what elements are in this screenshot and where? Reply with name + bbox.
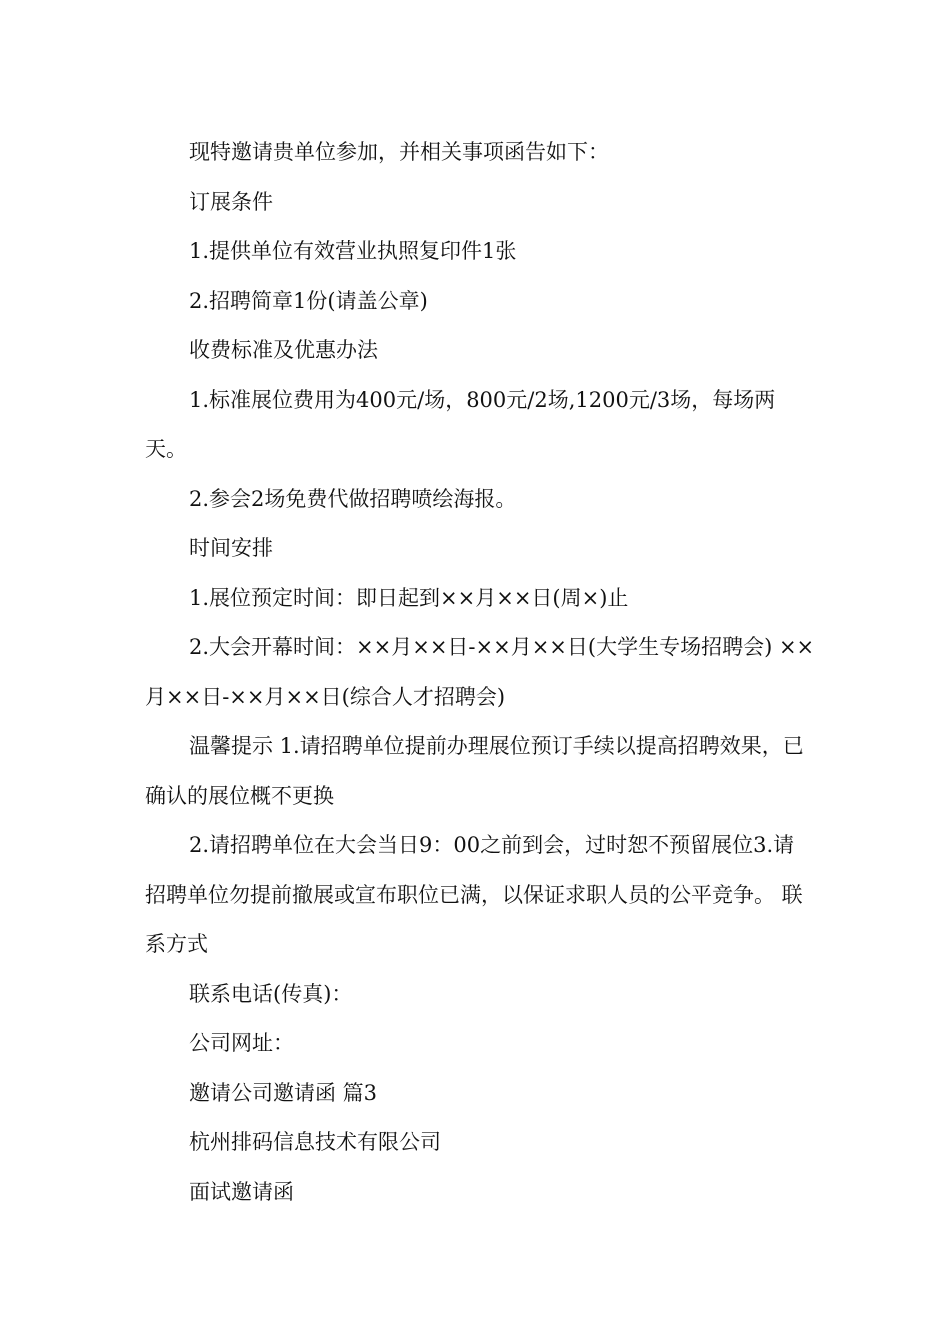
company-name: 杭州排码信息技术有限公司 — [189, 1130, 441, 1154]
section-heading-fees: 收费标准及优惠办法 — [189, 338, 378, 362]
schedule-item: 1.展位预定时间：即日起到××月××日(周×)止 — [189, 585, 629, 610]
section-heading-schedule: 时间安排 — [189, 536, 273, 560]
schedule-item: 2.大会开幕时间：××月××日-××月××日(大学生专场招聘会) ××月××日-××月××日(综合人才招聘会) — [145, 635, 815, 709]
reminder-paragraph: 2.请招聘单位在大会当日9：00之前到会，过时恕不预留展位3.请招聘单位勿提前撤展或宣布职位已满，以保证求职人员的公平竞争。 联系方式 — [145, 833, 803, 956]
section-title: 邀请公司邀请函 篇3 — [189, 1080, 378, 1105]
document-body — [145, 128, 815, 1217]
fee-item: 1.标准展位费用为400元/场，800元/2场,1200元/3场，每场两天。 — [145, 387, 776, 461]
booking-condition-item: 1.提供单位有效营业执照复印件1张 — [189, 239, 517, 263]
intro-paragraph: 现特邀请贵单位参加，并相关事项函告如下： — [189, 140, 609, 164]
letter-title: 面试邀请函 — [189, 1179, 294, 1204]
fee-item: 2.参会2场免费代做招聘喷绘海报。 — [189, 486, 517, 511]
contact-phone: 联系电话(传真)： — [189, 981, 353, 1006]
reminder-paragraph: 温馨提示 1.请招聘单位提前办理展位预订手续以提高招聘效果，已确认的展位概不更换 — [145, 734, 804, 808]
section-heading-booking-conditions: 订展条件 — [189, 189, 273, 214]
company-website: 公司网址： — [189, 1031, 294, 1055]
booking-condition-item: 2.招聘简章1份(请盖公章) — [189, 288, 428, 313]
